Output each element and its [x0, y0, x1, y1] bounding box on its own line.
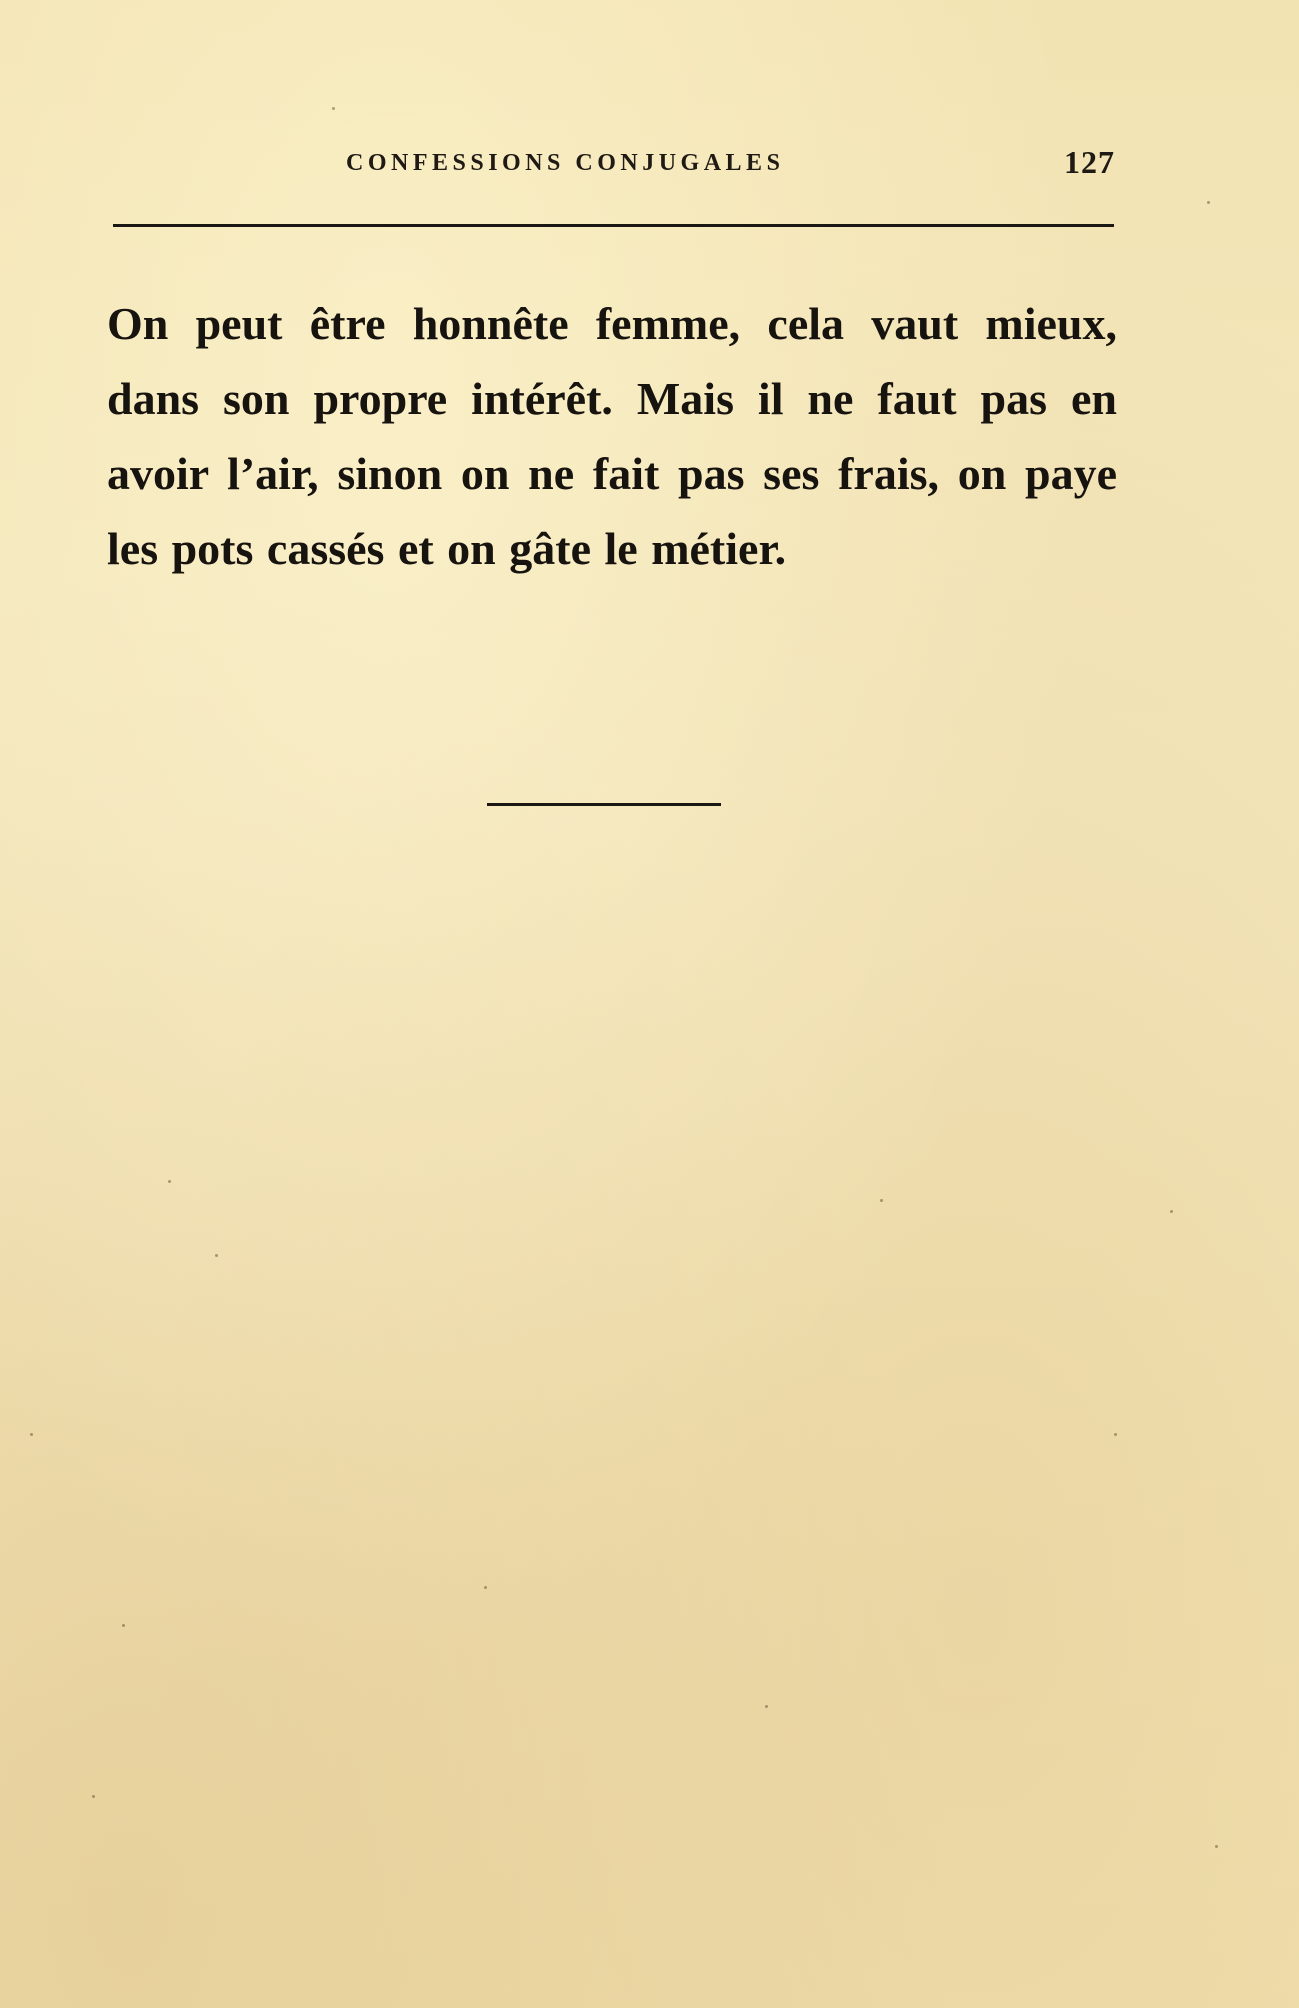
paper-speck	[484, 1586, 487, 1589]
end-of-chapter-rule	[487, 803, 721, 806]
paper-speck	[1170, 1210, 1173, 1213]
paper-speck	[30, 1433, 33, 1436]
paper-speck	[92, 1795, 95, 1798]
paper-speck	[168, 1180, 171, 1183]
paper-speck	[1215, 1845, 1218, 1848]
page-number: 127	[1064, 144, 1115, 180]
paper-speck	[122, 1624, 125, 1627]
body-text	[107, 286, 1117, 586]
paper-speck	[215, 1254, 218, 1257]
paper-speck	[1114, 1433, 1117, 1436]
paper-speck	[1207, 201, 1210, 204]
header-rule	[113, 224, 1114, 227]
paper-speck	[332, 107, 335, 110]
running-title: CONFESSIONS CONJUGALES	[346, 150, 785, 176]
paper-speck	[765, 1705, 768, 1708]
paper-speck	[880, 1199, 883, 1202]
running-head	[110, 142, 1115, 192]
paragraph: On peut être honnête femme, cela vaut mieux, dans son propre intérêt. Mais il ne faut pas en avoir l’air, sinon on ne fait pas ses frais, on paye les pots cassés et on gâte le métier.	[107, 298, 1117, 574]
